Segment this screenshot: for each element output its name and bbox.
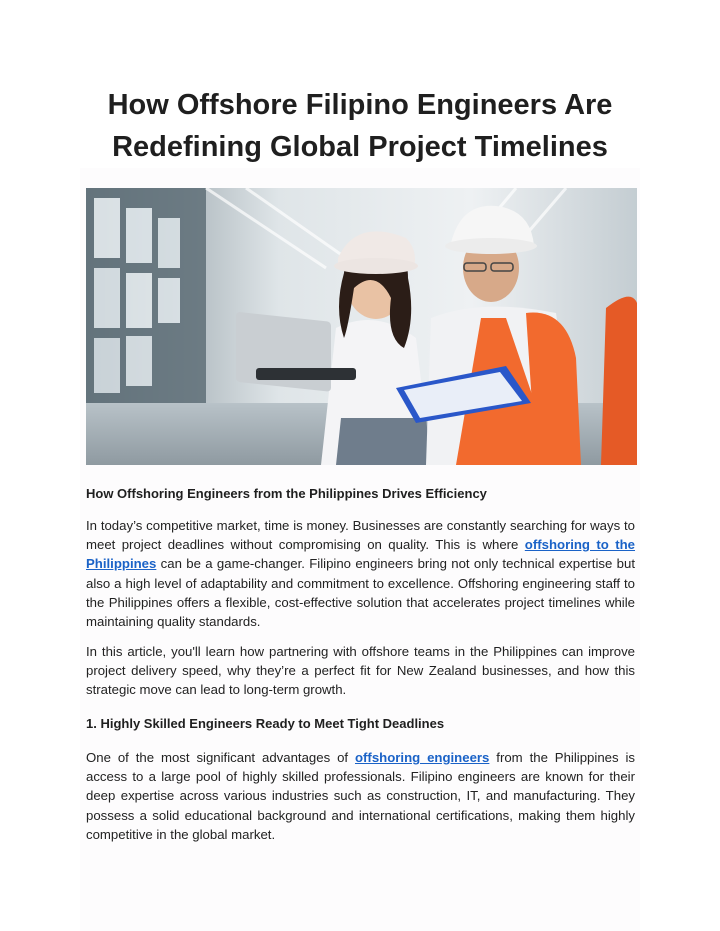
page-title: How Offshore Filipino Engineers Are Redefining Global Project Timelines xyxy=(107,89,613,163)
subheading-skilled-engineers: 1. Highly Skilled Engineers Ready to Meet Tight Deadlines xyxy=(86,716,445,731)
skilled-text-before: One of the most significant advantages of xyxy=(86,750,355,765)
intro-text-before: In today’s competitive market, time is money. Businesses are constantly searching for ways to meet project deadlines without compromising on quality. This is where xyxy=(86,518,635,553)
engineers-photo xyxy=(86,188,637,465)
intro-paragraph xyxy=(86,516,635,631)
skilled-text-after: from the Philippines is access to a large pool of highly skilled professionals. Filipino engineers are known for their deep expertise across various industries such as construction, IT, and manufacturing. They possess a solid educational background and international certifications, making them highly competitive in the global market. xyxy=(86,750,636,842)
hero-image xyxy=(86,188,637,465)
skilled-engineers-paragraph xyxy=(86,748,635,844)
article-overview-paragraph: In this article, you'll learn how partnering with offshore teams in the Philippines can improve project delivery speed, why they’re a perfect fit for New Zealand businesses, and how this strategic move can lead to long-term growth. xyxy=(86,644,635,698)
offshoring-engineers-link[interactable]: offshoring engineers xyxy=(354,750,490,765)
offshoring-philippines-link[interactable]: offshoring to the Philippines xyxy=(86,537,636,572)
section-heading: How Offshoring Engineers from the Philippines Drives Efficiency xyxy=(86,486,487,501)
intro-text-after: can be a game-changer. Filipino engineers bring not only technical expertise but also a high level of adaptability and commitment to excellence. Offshoring engineering staff to the Philippines offers a flexible, cost-effective solution that accelerates project timelines while maintaining quality standards. xyxy=(86,556,635,630)
